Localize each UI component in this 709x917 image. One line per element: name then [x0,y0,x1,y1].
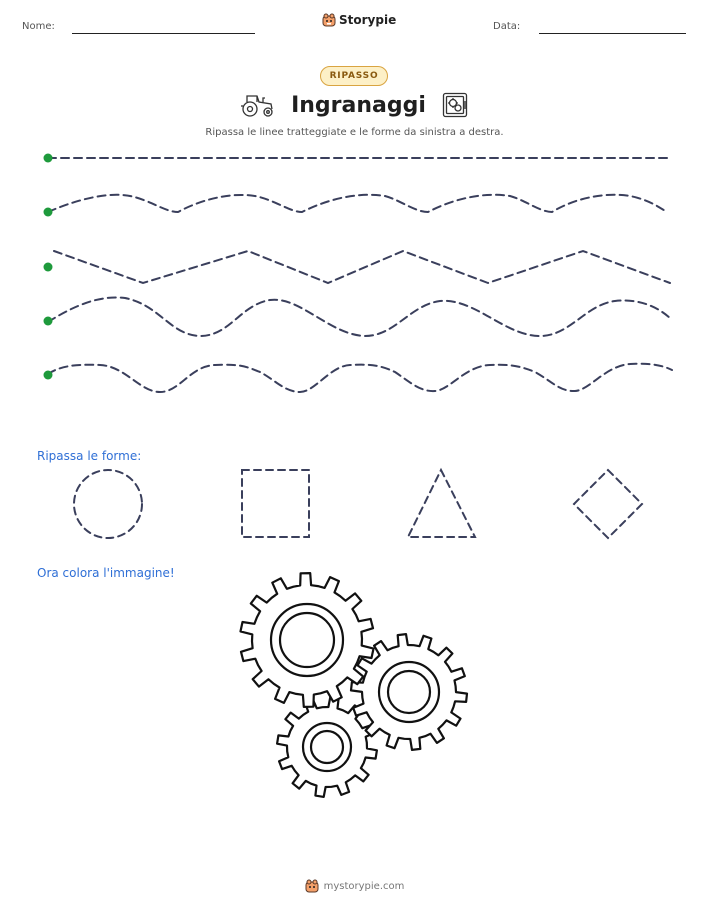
start-dot [44,208,53,217]
date-label: Data: [493,21,521,32]
tracing-shape-square[interactable] [242,470,309,537]
tracing-shape-triangle[interactable] [408,470,475,537]
name-label: Nome: [22,21,55,32]
storypie-mascot-icon [305,879,319,893]
brand-name: Storypie [339,13,397,27]
tracing-line-bumpy-wave[interactable] [48,364,672,392]
start-dot [44,263,53,272]
tracing-shape-diamond[interactable] [574,470,642,538]
footer [0,879,709,893]
footer-url: mystorypie.com [323,880,405,892]
gears-coloring-icon[interactable] [241,573,468,797]
shapes-section-label: Ripassa le forme: [37,449,142,463]
tracing-shape-circle[interactable] [74,470,142,538]
start-dot [44,154,53,163]
gear-ring[interactable] [280,613,334,667]
worksheet-title: Ingranaggi [291,92,426,118]
gear-ring[interactable] [388,671,430,713]
review-badge: RIPASSO [320,66,388,86]
gear-ring[interactable] [311,731,343,763]
start-dot [44,317,53,326]
start-dot [44,371,53,380]
tracing-line-zigzag[interactable] [54,251,670,283]
tracing-line-wave[interactable] [48,297,672,336]
coloring-section-label: Ora colora l'immagine! [37,566,175,580]
tracing-line-gentle-wave[interactable] [48,195,667,212]
instructions: Ripassa le linee tratteggiate e le forme da sinistra a destra. [205,127,504,138]
